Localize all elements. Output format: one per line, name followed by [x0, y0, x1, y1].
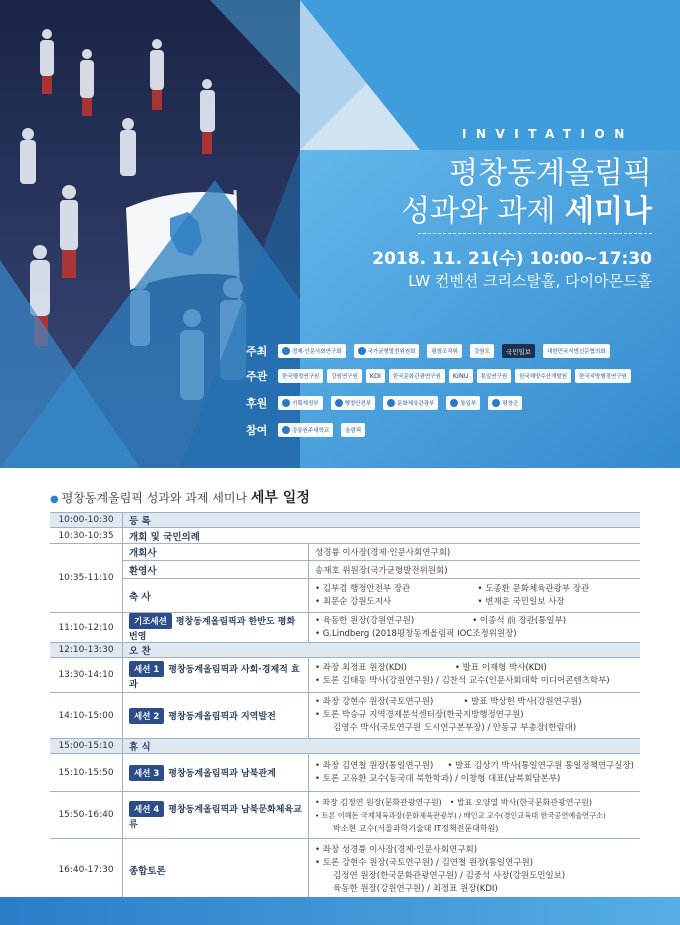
program-title: 종합토론: [123, 839, 309, 901]
title-line2-bold: 세미나: [565, 194, 652, 229]
sponsor-logo: 통일부: [446, 396, 480, 410]
sponsor-row-host: [246, 342, 610, 360]
program-label: 등 록: [123, 513, 641, 528]
program-detail: [309, 579, 640, 613]
table-row: [50, 544, 640, 561]
sponsor-logo: 평창조직위: [427, 344, 462, 358]
table-row: [50, 579, 640, 613]
session-name: 평창동계올림픽과 남북관계: [168, 768, 276, 779]
program-title: 축 사: [123, 579, 309, 613]
detail-line: 박소현 교수(서울과학기술대 IT정책전문대학원): [333, 823, 499, 833]
session-name: 평창동계올림픽과 남북문화체육교류: [129, 804, 302, 830]
sponsor-label: 후원: [246, 397, 268, 410]
schedule-heading: [50, 487, 310, 507]
detail-line: • 좌장 김연철 원장(통일연구원) • 발표 김상기 박사(통일연구원 통일정책연구실장): [315, 760, 634, 771]
sponsor-logo: 한국행정연구원: [278, 369, 323, 383]
time-cell: 15:00-15:10: [50, 739, 123, 754]
program-detail: [309, 613, 640, 643]
sponsor-logo: 문화체육관광부: [383, 396, 438, 410]
seminar-title-line2: [401, 186, 652, 230]
olympic-rings-icon: 올림픽: [341, 423, 365, 437]
table-row: [50, 513, 640, 528]
detail-line: • G.Lindberg (2018평창동계올림픽 IOC조정위원장): [315, 628, 517, 639]
sponsor-logo: 경제·인문사회연구회: [278, 344, 346, 358]
session-title: [123, 613, 309, 643]
program-detail: 성경륭 이사장(경제·인문사회연구회): [309, 544, 640, 561]
program-title: 개회사: [123, 544, 309, 561]
program-detail: [309, 792, 640, 839]
schedule-heading-text: 평창동계올림픽 성과와 과제 세미나: [61, 491, 251, 505]
table-row: [50, 613, 640, 643]
detail-line: • 최문순 강원도지사: [315, 596, 392, 607]
schedule-table: [50, 512, 640, 901]
detail-line: • 토론 박승규 지역경제분석센터장(한국지방행정연구원): [315, 710, 524, 720]
session-badge: 기조세션: [129, 613, 172, 629]
table-row: [50, 739, 640, 754]
time-cell: 10:30-10:35: [50, 528, 123, 544]
session-name: 평창동계올림픽과 지역발전: [168, 711, 276, 722]
sponsor-row-organizer: [246, 367, 631, 385]
table-row: [50, 792, 640, 839]
table-row: [50, 754, 640, 792]
session-badge: 세션 1: [129, 661, 164, 677]
session-badge: 세션 4: [129, 801, 164, 817]
detail-line: 김영수 박사(국토연구원 도시연구본부장) / 안동규 부총장(한림대): [333, 723, 577, 733]
sponsor-label: 주관: [246, 370, 268, 383]
sponsor-logo: 대한민국지방신문협의회: [543, 344, 609, 358]
sponsor-row-support: [246, 394, 522, 412]
time-cell: 13:30-14:10: [50, 658, 123, 693]
event-venue: LW 컨벤션 크리스탈홀, 다이아몬드홀: [408, 272, 652, 290]
detail-line: • 김부겸 행정안전부 장관: [315, 583, 411, 594]
time-cell: 16:40-17:30: [50, 839, 123, 901]
detail-line: • 좌장 강현수 원장(국토연구원) • 발표 박상헌 박사(강원연구원): [315, 697, 582, 707]
detail-line: • 토론 김태동 박사(강원연구원) / 김찬석 교수(인문사회대학 미디어콘텐츠학부): [315, 676, 610, 686]
program-detail: [309, 658, 640, 693]
detail-line: • 토론 이해돈 국제체육과장(문화체육관광부) / 배인교 교수(경인교육대 한국공연예술연구소): [315, 810, 606, 820]
time-cell: 15:50-16:40: [50, 792, 123, 839]
sponsor-logo: 한국해양수산개발원: [515, 369, 571, 383]
title-divider: [418, 233, 652, 234]
seminar-title-line1: 평창동계올림픽: [449, 156, 652, 191]
session-title: [123, 693, 309, 739]
time-cell: 14:10-15:00: [50, 693, 123, 739]
session-badge: 세션 3: [129, 765, 164, 781]
table-row: [50, 528, 640, 544]
detail-line: • 토론 고유환 교수(동국대 북한학과) / 이창형 대표(남북회담본부): [315, 773, 561, 784]
session-badge: 세션 2: [129, 708, 164, 724]
table-row: [50, 658, 640, 693]
time-cell: 10:35-11:10: [50, 544, 123, 613]
detail-line: • 도종환 문화체육관광부 장관: [477, 583, 590, 594]
time-cell: 10:00-10:30: [50, 513, 123, 528]
title-line2-text: 성과와 과제: [401, 194, 566, 229]
detail-line: • 토론 강현수 원장(국토연구원) / 김연철 원장(통일연구원): [315, 857, 534, 868]
table-row: [50, 561, 640, 579]
program-label: 개회 및 국민의례: [123, 528, 641, 544]
sponsor-logo: 강원도: [470, 344, 494, 358]
program-label: 오 찬: [123, 643, 641, 658]
sponsor-row-participant: [246, 421, 365, 439]
sponsor-logo: 국가균형발전위원회: [354, 344, 420, 358]
sponsor-logo: 국민일보: [502, 344, 535, 358]
sponsor-logo: 한국문화관광연구원: [389, 369, 445, 383]
session-title: [123, 792, 309, 839]
detail-line: • 좌장 성경륭 이사장(경제·인문사회연구회): [315, 844, 478, 855]
sponsor-label: 주최: [246, 345, 268, 358]
sponsor-logo: 행정안전부: [331, 396, 376, 410]
event-date: 2018. 11. 21(수) 10:00~17:30: [372, 249, 652, 269]
table-row: [50, 643, 640, 658]
detail-line: • 육동한 원장(강원연구원) • 이종석 前 장관(통일부): [315, 615, 567, 626]
session-name: 평창동계올림픽과 한반도 평화번영: [129, 617, 296, 642]
time-cell: 15:10-15:50: [50, 754, 123, 792]
sponsor-logo: KINU: [449, 369, 473, 383]
bullet-icon: ●: [50, 494, 59, 505]
detail-line: 육동한 원장(강원연구원) / 최정표 원장(KDI): [333, 883, 498, 894]
footer-bar: [0, 897, 680, 925]
program-detail: [309, 839, 640, 901]
detail-line: 김정연 원장(한국문화관광연구원) / 김중석 사장(강원도민일보): [333, 870, 566, 881]
detail-line: • 좌장 김정연 원장(문화관광연구원) • 발표 오양열 박사(한국문화관광연구원): [315, 797, 593, 807]
table-row: [50, 839, 640, 901]
sponsor-logo: 평창군: [488, 396, 522, 410]
program-title: 환영사: [123, 561, 309, 579]
sponsor-logo: 한국지방행정연구원: [575, 369, 631, 383]
time-cell: 12:10-13:30: [50, 643, 123, 658]
sponsor-logo: 통일연구원: [477, 369, 512, 383]
sponsor-logo: KDI: [366, 369, 385, 383]
sponsor-logo: 강릉원주대학교: [278, 423, 333, 437]
session-title: [123, 658, 309, 693]
session-name: 평창동계올림픽과 사회·경제적 효과: [129, 664, 300, 690]
program-detail: 송재호 위원장(국가균형발전위원회): [309, 561, 640, 579]
invitation-label: INVITATION: [462, 127, 634, 141]
program-detail: [309, 754, 640, 792]
sponsor-logo: 강원연구원: [327, 369, 362, 383]
sponsor-label: 참여: [246, 424, 268, 437]
sponsor-logo: 기획재정부: [278, 396, 323, 410]
time-cell: 11:10-12:10: [50, 613, 123, 643]
schedule-heading-bold: 세부 일정: [250, 490, 310, 506]
program-label: 휴 식: [123, 739, 641, 754]
session-title: [123, 754, 309, 792]
detail-line: • 좌장 최정표 원장(KDI) • 발표 이재형 박사(KDI): [315, 663, 547, 673]
detail-line: • 변재운 국민일보 사장: [477, 596, 565, 607]
table-row: [50, 693, 640, 739]
program-detail: [309, 693, 640, 739]
